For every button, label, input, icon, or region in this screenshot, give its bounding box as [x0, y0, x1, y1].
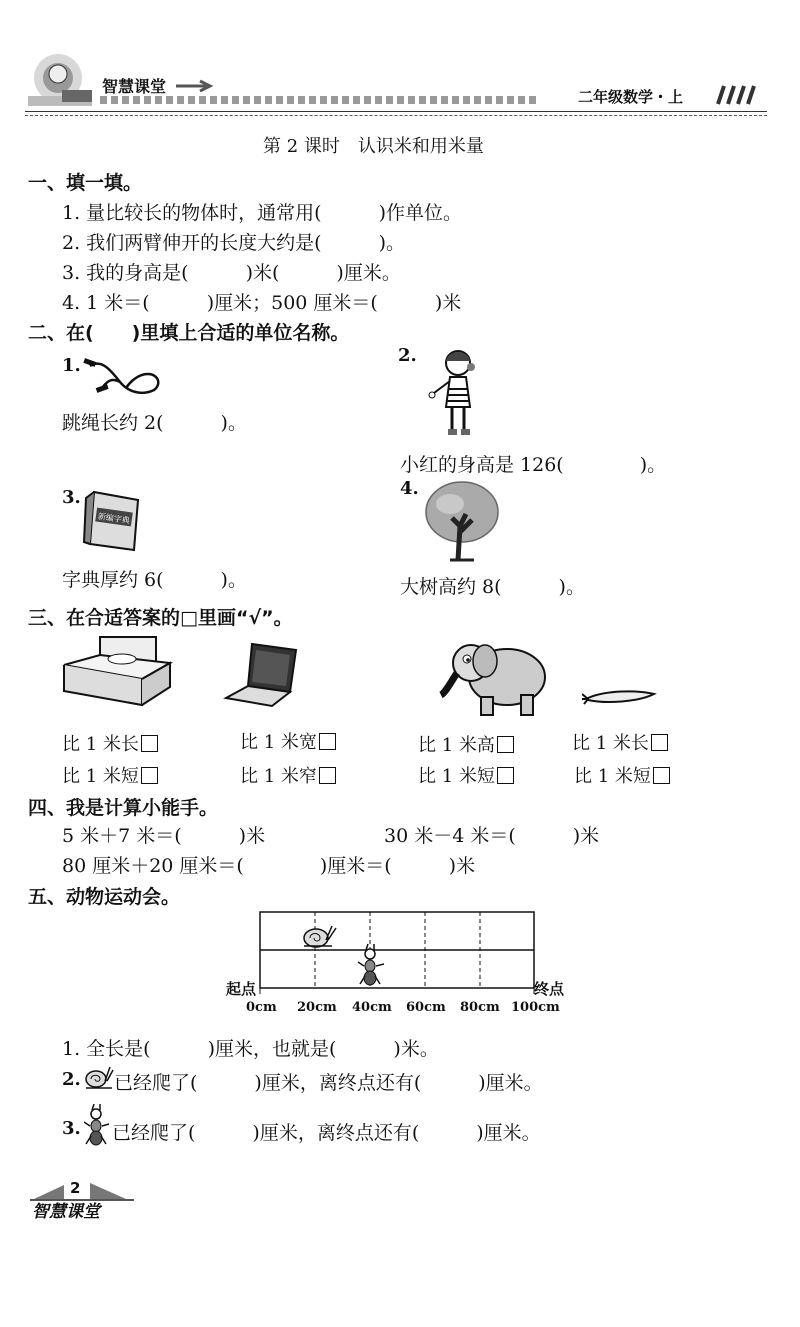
s2-text-1: 跳绳长约 2( )。	[62, 412, 247, 434]
tick-label-40: 40cm	[352, 1000, 392, 1015]
s1-question-4: 4. 1 米＝( )厘米；500 厘米＝( )米	[62, 292, 462, 314]
tick-label-0: 0cm	[246, 1000, 277, 1015]
s4-equation-3: 80 厘米＋20 厘米＝( )厘米＝( )米	[62, 855, 476, 877]
section-2-title: 二、在( )里填上合适的单位名称。	[28, 322, 350, 344]
tree-image	[422, 480, 502, 568]
section-1-title: 一、填一填。	[28, 172, 143, 194]
choice-laptop-narrower: 比 1 米窄	[240, 762, 336, 788]
header-dots	[100, 96, 540, 104]
s4-equation-1: 5 米＋7 米＝( )米	[62, 825, 266, 847]
tick-label-20: 20cm	[297, 1000, 337, 1015]
snail-icon	[304, 926, 336, 947]
s5-number-3: 3.	[62, 1118, 81, 1139]
lesson-title: 第 2 课时 认识米和用米量	[263, 136, 484, 157]
s2-text-4: 大树高约 8( )。	[400, 576, 585, 598]
snail-icon	[84, 1062, 114, 1096]
choice-radish-longer: 比 1 米长	[572, 729, 668, 755]
footer-brand: 智慧课堂	[32, 1202, 100, 1222]
checkbox[interactable]	[319, 767, 336, 784]
header-rule	[25, 111, 767, 112]
header-mascot	[22, 52, 100, 110]
choice-radish-shorter: 比 1 米短	[574, 762, 670, 788]
dictionary-label: 新编字典	[97, 511, 131, 526]
header-stripes-icon	[712, 84, 766, 110]
header-brand: 智慧课堂	[102, 77, 167, 96]
track-start-label: 起点	[226, 980, 257, 998]
s5-question-2: 已经爬了( )厘米，离终点还有( )厘米。	[114, 1072, 543, 1094]
s1-question-3: 3. 我的身高是( )米( )厘米。	[62, 262, 401, 284]
choice-bed-shorter: 比 1 米短	[62, 762, 158, 788]
checkbox[interactable]	[319, 733, 336, 750]
checkbox[interactable]	[653, 767, 670, 784]
s5-question-3: 已经爬了( )厘米，离终点还有( )厘米。	[112, 1122, 541, 1144]
section-4-title: 四、我是计算小能手。	[28, 797, 219, 819]
checkbox[interactable]	[497, 767, 514, 784]
s2-number-3: 3.	[62, 487, 81, 508]
s2-text-2: 小红的身高是 126( )。	[400, 454, 667, 476]
checkbox[interactable]	[497, 736, 514, 753]
laptop-image	[222, 640, 302, 714]
ant-icon	[84, 1104, 110, 1152]
radish-image	[582, 684, 658, 716]
tick-label-80: 80cm	[460, 1000, 500, 1015]
header-grade: 二年级数学・上	[578, 88, 684, 106]
page-number: 2	[70, 1179, 81, 1197]
s5-number-2: 2.	[62, 1069, 81, 1090]
s1-question-2: 2. 我们两臂伸开的长度大约是( )。	[62, 232, 405, 254]
jump-rope-image	[82, 352, 164, 404]
checkbox[interactable]	[651, 734, 668, 751]
s2-text-3: 字典厚约 6( )。	[62, 569, 247, 591]
choice-laptop-wider: 比 1 米宽	[240, 728, 336, 754]
choice-elephant-shorter: 比 1 米短	[418, 762, 514, 788]
dictionary-image	[82, 488, 144, 558]
choice-elephant-taller: 比 1 米高	[418, 731, 514, 757]
s2-number-1: 1.	[62, 355, 81, 376]
track-end-label: 终点	[534, 980, 565, 998]
s1-question-1: 1. 量比较长的物体时，通常用( )作单位。	[62, 202, 462, 224]
elephant-image	[437, 633, 551, 723]
section-3-title: 三、在合适答案的□里画“√”。	[28, 607, 293, 629]
s2-number-4: 4.	[400, 478, 419, 499]
arrow-icon	[176, 78, 216, 97]
header-rule-dashed	[25, 115, 767, 116]
s2-number-2: 2.	[398, 345, 417, 366]
section-5-title: 五、动物运动会。	[28, 886, 181, 908]
choice-bed-longer: 比 1 米长	[62, 730, 158, 756]
tick-label-100: 100cm	[511, 1000, 560, 1015]
s4-equation-2: 30 米－4 米＝( )米	[384, 825, 600, 847]
checkbox[interactable]	[141, 767, 158, 784]
bed-image	[60, 633, 176, 717]
tick-label-60: 60cm	[406, 1000, 446, 1015]
checkbox[interactable]	[141, 735, 158, 752]
girl-image	[422, 345, 488, 445]
s5-question-1: 1. 全长是( )厘米，也就是( )米。	[62, 1038, 439, 1060]
